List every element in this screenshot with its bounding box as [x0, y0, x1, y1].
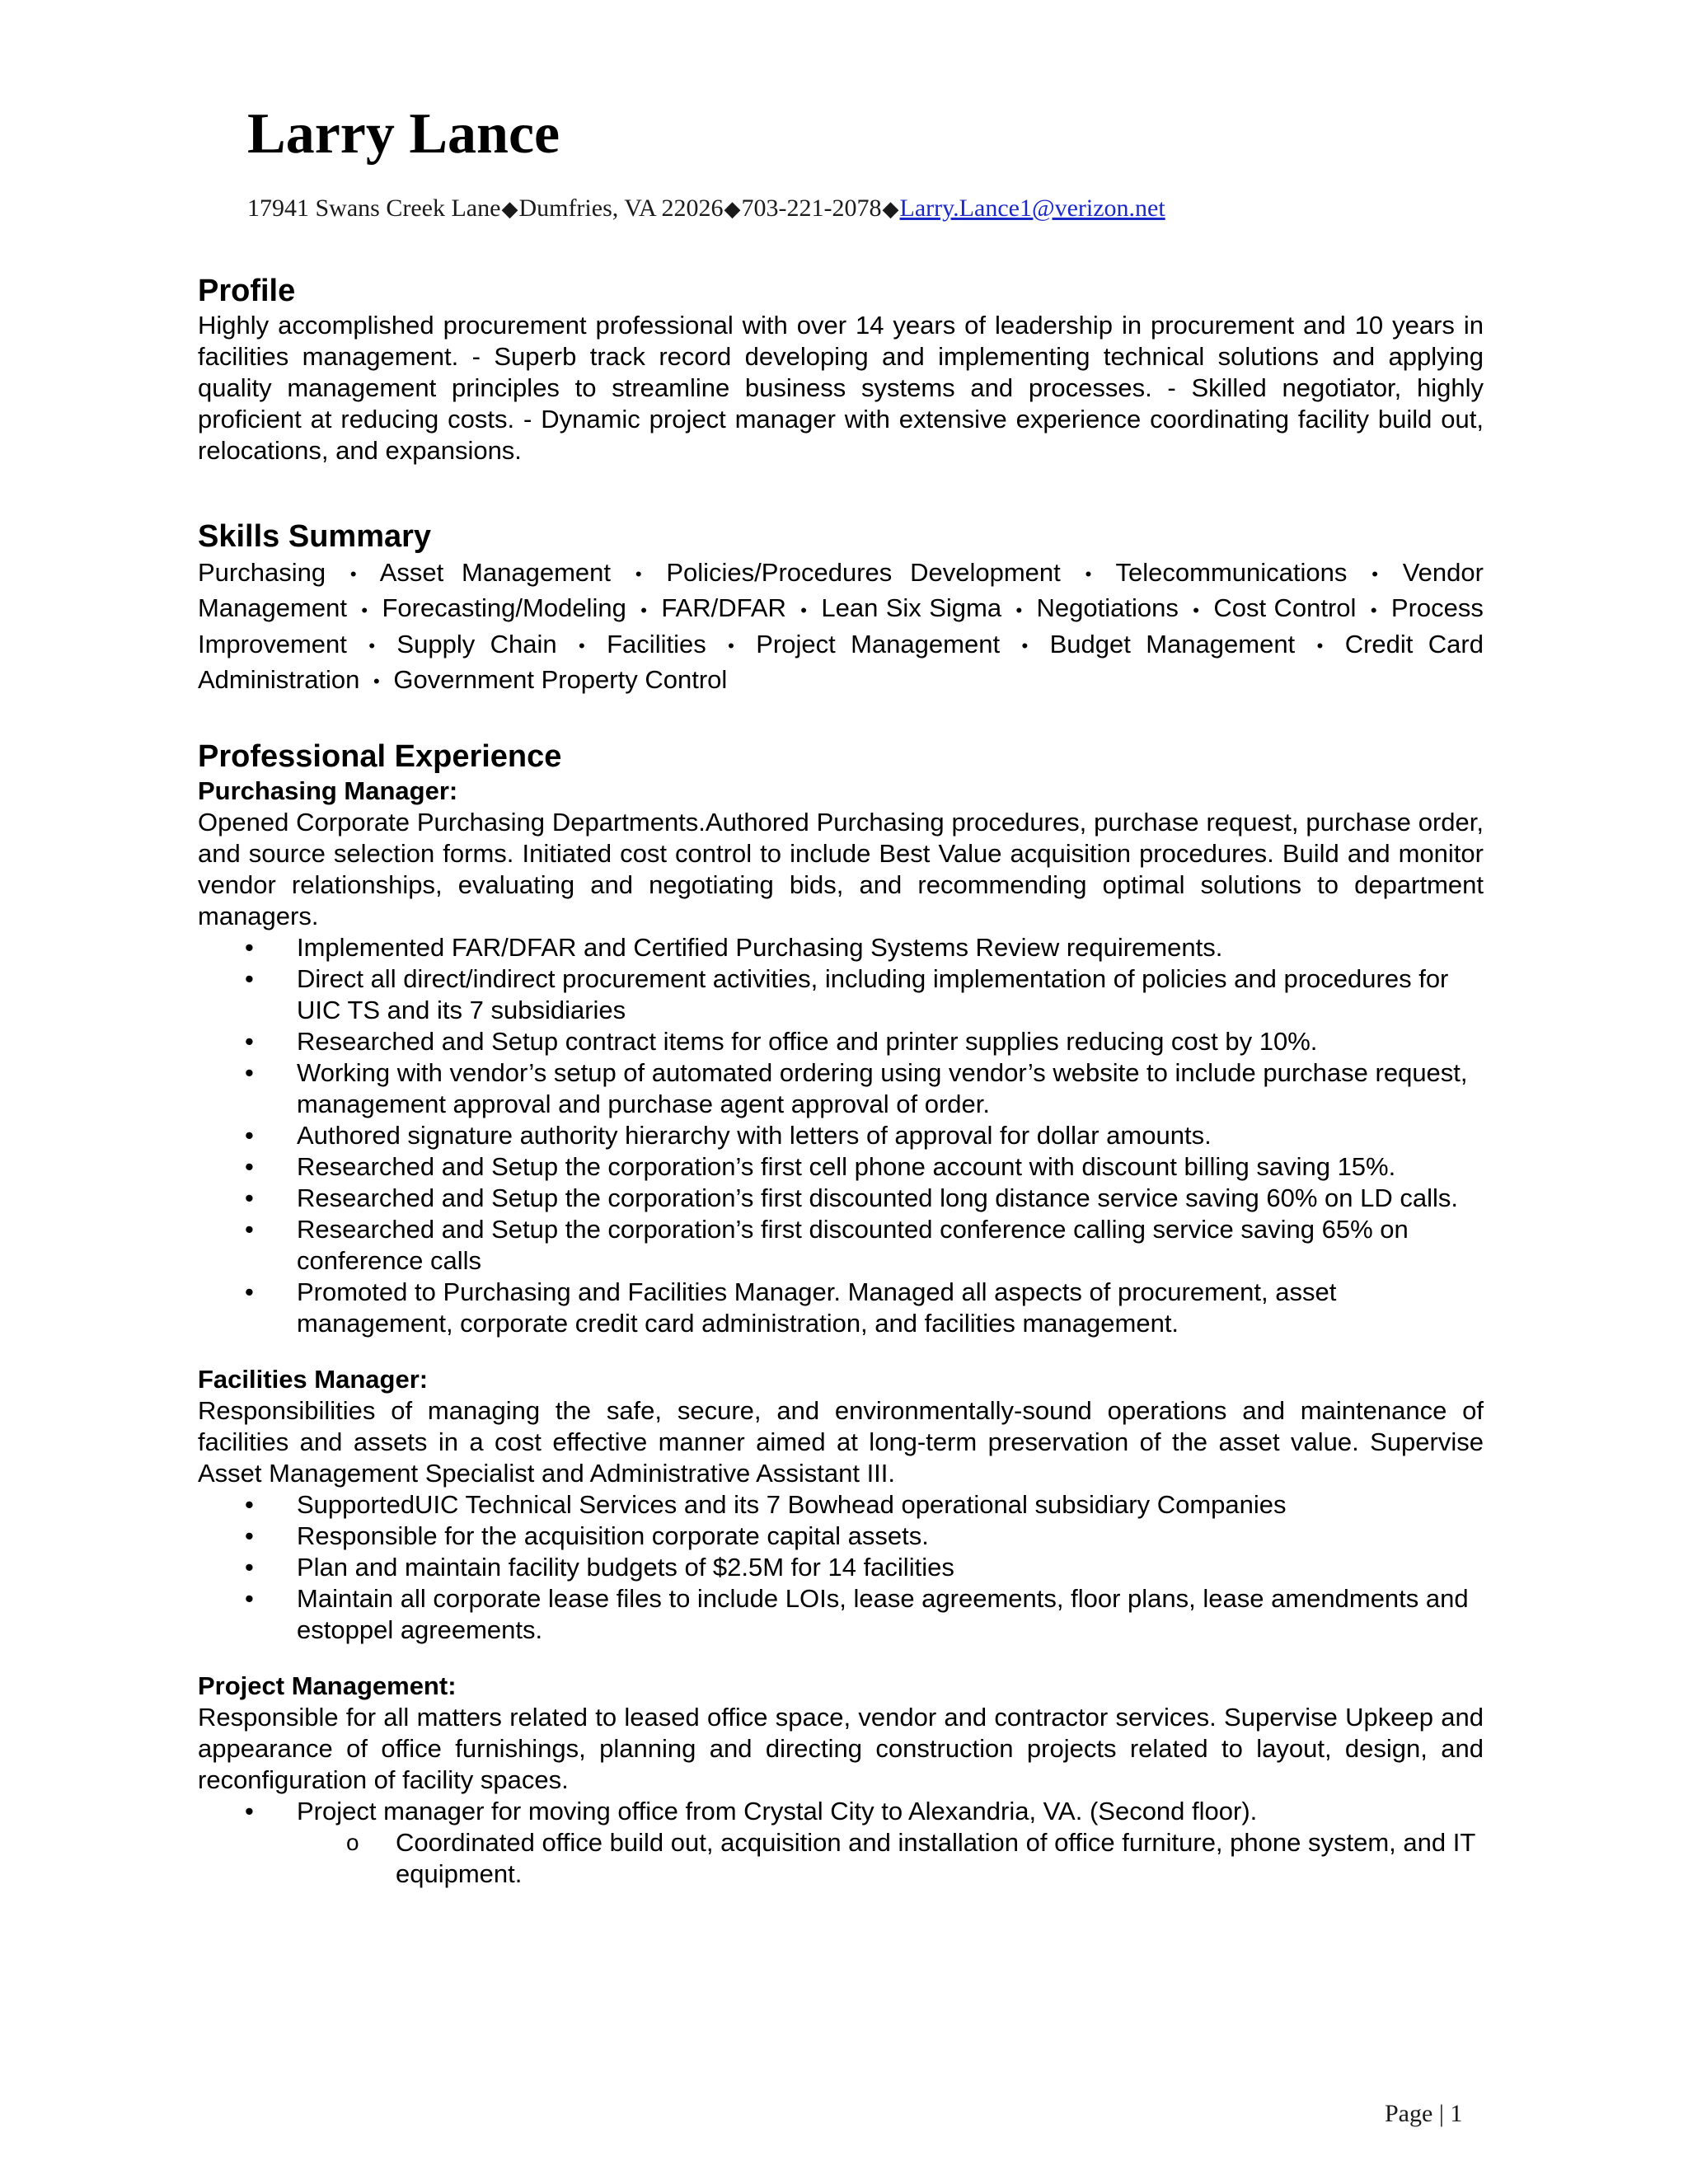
- resume-body: [198, 272, 1484, 1890]
- facilities-manager-block: [198, 1364, 1484, 1646]
- page-footer: [1385, 2100, 1462, 2128]
- bullet-separator-icon: •: [579, 635, 585, 656]
- city-state-zip: Dumfries, VA 22026: [518, 194, 724, 222]
- bullet-list: [198, 1489, 1484, 1646]
- job-summary: Responsibilities of managing the safe, secure, and environmentally-sound operations and maintenance of facilities and assets in a cost effective manner aimed at long-term preservation of the asset value. Supervise Asset Management Specialist and Administrative Assistant III.: [198, 1396, 1484, 1488]
- diamond-separator-icon: ◆: [724, 197, 741, 221]
- list-item: • Implemented FAR/DFAR and Certified Purchasing Systems Review requirements.: [198, 932, 1484, 963]
- skill-item: Process Improvement: [198, 593, 1484, 658]
- job-title: Project Management:: [198, 1671, 457, 1701]
- profile-text: Highly accomplished procurement professional with over 14 years of leadership in procurement and 10 years in facilities management. - Superb track record developing and implementing technical solutions and applying quality management principles to streamline business systems and processes. - Skilled negotiator, highly proficient at reducing costs. - Dynamic project manager with extensive experience coordinating facility build out, relocations, and expansions.: [198, 311, 1484, 465]
- skill-item: Forecasting/Modeling: [382, 593, 626, 623]
- bullet-separator-icon: •: [1372, 564, 1378, 585]
- list-item: • Working with vendor’s setup of automated ordering using vendor’s website to include purchase request, management approval and purchase agent approval of order.: [198, 1057, 1484, 1120]
- list-item: o Coordinated office build out, acquisition and installation of office furniture, phone system, and IT equipment.: [198, 1827, 1484, 1890]
- skill-item: FAR/DFAR: [661, 593, 786, 623]
- profile-heading: Profile: [198, 274, 296, 308]
- bullet-separator-icon: •: [1193, 599, 1199, 621]
- bullet-separator-icon: •: [349, 564, 357, 585]
- bullet-separator-icon: •: [1015, 599, 1023, 621]
- contact-line: [247, 194, 1165, 223]
- bullet-separator-icon: •: [640, 599, 647, 621]
- diamond-separator-icon: ◆: [882, 197, 899, 221]
- bullet-separator-icon: •: [728, 635, 734, 656]
- candidate-name: Larry Lance: [247, 102, 560, 166]
- skills-heading: Skills Summary: [198, 519, 432, 554]
- skill-item: Credit Card Administration: [198, 629, 1484, 694]
- skill-item: Budget Management: [1049, 629, 1296, 658]
- bullet-separator-icon: •: [1316, 635, 1324, 656]
- job-title: Purchasing Manager:: [198, 776, 458, 806]
- diamond-separator-icon: ◆: [501, 197, 518, 221]
- bullet-separator-icon: •: [800, 599, 807, 621]
- email-link[interactable]: Larry.Lance1@verizon.net: [899, 194, 1165, 222]
- profile-section: [198, 272, 1484, 466]
- skill-item: Telecommunications: [1115, 558, 1348, 587]
- skills-list: [198, 555, 1484, 698]
- skill-item: Government Property Control: [393, 664, 728, 694]
- skills-section: [198, 518, 1484, 698]
- list-item: • Plan and maintain facility budgets of $2.5M for 14 facilities: [198, 1552, 1484, 1583]
- list-item: • Project manager for moving office from Crystal City to Alexandria, VA. (Second floor).: [198, 1796, 1484, 1827]
- bullet-separator-icon: •: [1085, 564, 1092, 585]
- bullet-separator-icon: •: [635, 564, 642, 585]
- sub-bullet-list: [198, 1827, 1484, 1890]
- skill-item: Purchasing: [198, 558, 326, 587]
- list-item: • Researched and Setup contract items for office and printer supplies reducing cost by 10%.: [198, 1026, 1484, 1057]
- skill-item: Vendor Management: [198, 558, 1484, 623]
- list-item: • SupportedUIC Technical Services and its 7 Bowhead operational subsidiary Companies: [198, 1489, 1484, 1521]
- page-number: 1: [1450, 2100, 1463, 2127]
- bullet-list: [198, 1796, 1484, 1827]
- bullet-separator-icon: •: [368, 635, 376, 656]
- skill-item: Policies/Procedures Development: [666, 558, 1061, 587]
- bullet-separator-icon: •: [1021, 635, 1029, 656]
- purchasing-manager-block: [198, 776, 1484, 1339]
- skill-item: Asset Management: [379, 558, 611, 587]
- skill-item: Lean Six Sigma: [821, 593, 1002, 623]
- skill-item: Cost Control: [1213, 593, 1357, 623]
- bullet-separator-icon: •: [361, 599, 368, 621]
- bullet-separator-icon: •: [373, 671, 380, 692]
- job-summary: Opened Corporate Purchasing Departments.Authored Purchasing procedures, purchase request, purchase order, and source selection forms. Initiated cost control to include Best Value acquisition procedures. Build and monitor vendor relationships, evaluating and negotiating bids, and recommending optimal solutions to department managers.: [198, 808, 1484, 931]
- list-item: • Maintain all corporate lease files to include LOIs, lease agreements, floor plans, lease amendments and estoppel agreements.: [198, 1583, 1484, 1646]
- address: 17941 Swans Creek Lane: [247, 194, 501, 222]
- skill-item: Supply Chain: [396, 629, 557, 658]
- job-summary: Responsible for all matters related to leased office space, vendor and contractor services. Supervise Upkeep and appearance of office furnishings, planning and directing construction projects related to layout, design, and reconfiguration of facility spaces.: [198, 1703, 1484, 1795]
- job-title: Facilities Manager:: [198, 1365, 429, 1394]
- list-item: • Researched and Setup the corporation’s first cell phone account with discount billing saving 15%.: [198, 1151, 1484, 1183]
- list-item: • Responsible for the acquisition corporate capital assets.: [198, 1521, 1484, 1552]
- list-item: • Researched and Setup the corporation’s first discounted long distance service saving 60% on LD calls.: [198, 1183, 1484, 1214]
- experience-heading: Professional Experience: [198, 739, 562, 775]
- project-management-block: [198, 1671, 1484, 1890]
- list-item: • Direct all direct/indirect procurement activities, including implementation of policies and procedures for UIC TS and its 7 subsidiaries: [198, 963, 1484, 1026]
- phone-number: 703-221-2078: [741, 194, 882, 222]
- skill-item: Facilities: [607, 629, 706, 658]
- list-item: • Researched and Setup the corporation’s first discounted conference calling service saving 65% on conference calls: [198, 1214, 1484, 1277]
- experience-section: [198, 738, 1484, 1890]
- skill-item: Negotiations: [1036, 593, 1179, 623]
- list-item: • Promoted to Purchasing and Facilities Manager. Managed all aspects of procurement, asset management, corporate credit card administration, and facilities management.: [198, 1277, 1484, 1339]
- page-divider: |: [1438, 2100, 1444, 2127]
- page-label: Page: [1385, 2100, 1433, 2127]
- skill-item: Project Management: [756, 629, 1001, 658]
- bullet-separator-icon: •: [1370, 599, 1377, 621]
- bullet-list: [198, 932, 1484, 1339]
- list-item: • Authored signature authority hierarchy with letters of approval for dollar amounts.: [198, 1120, 1484, 1151]
